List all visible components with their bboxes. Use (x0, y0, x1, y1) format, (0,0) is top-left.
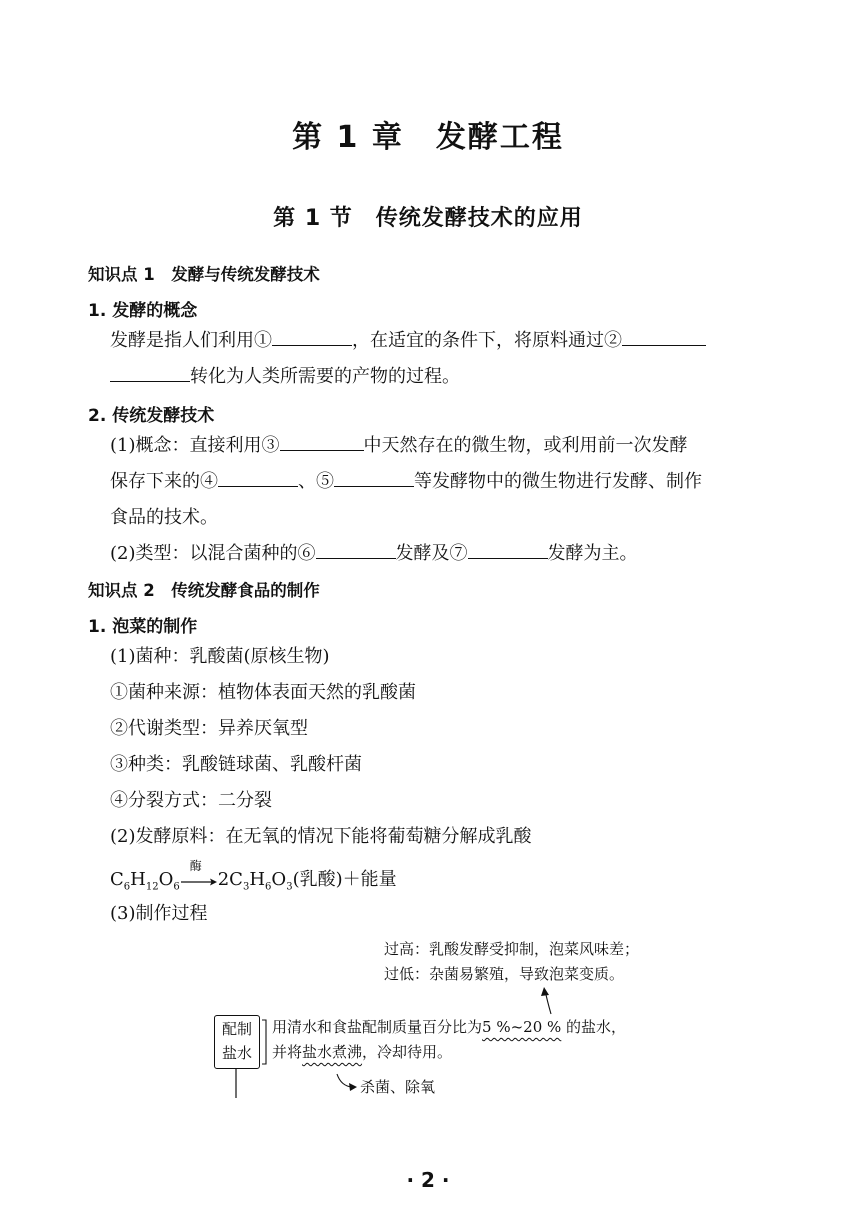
text-segment: (2)类型：以混合菌种的⑥ (110, 543, 316, 564)
salt-percentage-emphasis: 5 %~20 % (482, 1018, 562, 1036)
eq-h-sub: 12 (145, 881, 159, 893)
strain-source-line: ①菌种来源：植物体表面天然的乳酸菌 (110, 682, 416, 703)
metabolism-line: ②代谢类型：异养厌氧型 (110, 718, 308, 739)
text-segment: 用清水和食盐配制质量百分比为 (272, 1018, 483, 1036)
boiling-purpose-note: 杀菌、除氧 (360, 1078, 436, 1096)
page-number: · 2 · (406, 1168, 450, 1192)
text-segment: 保存下来的④ (110, 471, 218, 492)
text-segment: 发酵及⑦ (395, 543, 468, 564)
strain-line: (1)菌种：乳酸菌(原核生物) (110, 646, 330, 667)
text-segment: 等发酵物中的微生物进行发酵、制作 (414, 471, 702, 492)
eq-c: C (110, 869, 124, 890)
boil-brine-emphasis: 盐水煮沸 (302, 1043, 363, 1061)
eq-prod-h-sub: 6 (265, 881, 272, 893)
section-title: 第 1 节 传统发酵技术的应用 (273, 206, 583, 231)
text-segment: 的盐水， (561, 1018, 627, 1036)
knowledge-point-2-heading: 知识点 2 传统发酵食品的制作 (88, 581, 320, 600)
text-segment: 转化为人类所需要的产物的过程。 (190, 366, 460, 387)
eq-o: O (158, 869, 174, 890)
text-segment: 发酵为主。 (547, 543, 638, 564)
text-segment: (1)概念：直接利用③ (110, 435, 280, 456)
process-step-label-2: 盐水 (221, 1044, 252, 1062)
chapter-title: 第 1 章 发酵工程 (292, 120, 564, 155)
traditional-concept-line-3: 食品的技术。 (110, 507, 218, 528)
eq-o-sub: 6 (173, 881, 180, 893)
process-step-text-line-2 (272, 1040, 452, 1064)
text-segment: ，冷却待用。 (362, 1043, 453, 1061)
eq-c-sub: 6 (123, 881, 131, 893)
eq-prod-o-sub: 3 (286, 881, 293, 893)
item-heading-pickle-making: 1. 泡菜的制作 (88, 617, 198, 637)
text-segment: 中天然存在的微生物，或利用前一次发酵 (363, 435, 688, 456)
process-step-text-line-1 (272, 1015, 626, 1039)
division-line: ④分裂方式：二分裂 (110, 790, 272, 811)
eq-prod-o: O (271, 869, 287, 890)
enzyme-label: 酶 (189, 859, 202, 873)
eq-prod-c-sub: 3 (242, 881, 250, 893)
text-segment: ，在适宜的条件下，将原料通过② (352, 330, 622, 351)
text-segment: 发酵是指人们利用① (110, 330, 272, 351)
salt-concentration-note-low: 过低：杂菌易繁殖，导致泡菜变质。 (384, 965, 625, 983)
item-heading-fermentation-concept: 1. 发酵的概念 (88, 301, 198, 321)
process-step-box (214, 1015, 260, 1069)
material-line: (2)发酵原料：在无氧的情况下能将葡萄糖分解成乳酸 (110, 826, 532, 847)
process-step-label-1: 配制 (221, 1020, 252, 1038)
text-segment: 并将 (272, 1043, 303, 1061)
knowledge-point-1-heading: 知识点 1 发酵与传统发酵技术 (88, 265, 320, 284)
process-heading: (3)制作过程 (110, 903, 208, 924)
item-heading-traditional-fermentation: 2. 传统发酵技术 (88, 406, 215, 426)
eq-prod-h: H (249, 869, 266, 890)
eq-h: H (130, 869, 146, 890)
text-segment: 、⑤ (298, 471, 334, 492)
strain-kinds-line: ③种类：乳酸链球菌、乳酸杆菌 (110, 754, 362, 775)
salt-concentration-note-high: 过高：乳酸发酵受抑制，泡菜风味差； (384, 940, 640, 958)
eq-prod-c: 2C (217, 869, 243, 890)
eq-tail: (乳酸)＋能量 (292, 869, 397, 890)
